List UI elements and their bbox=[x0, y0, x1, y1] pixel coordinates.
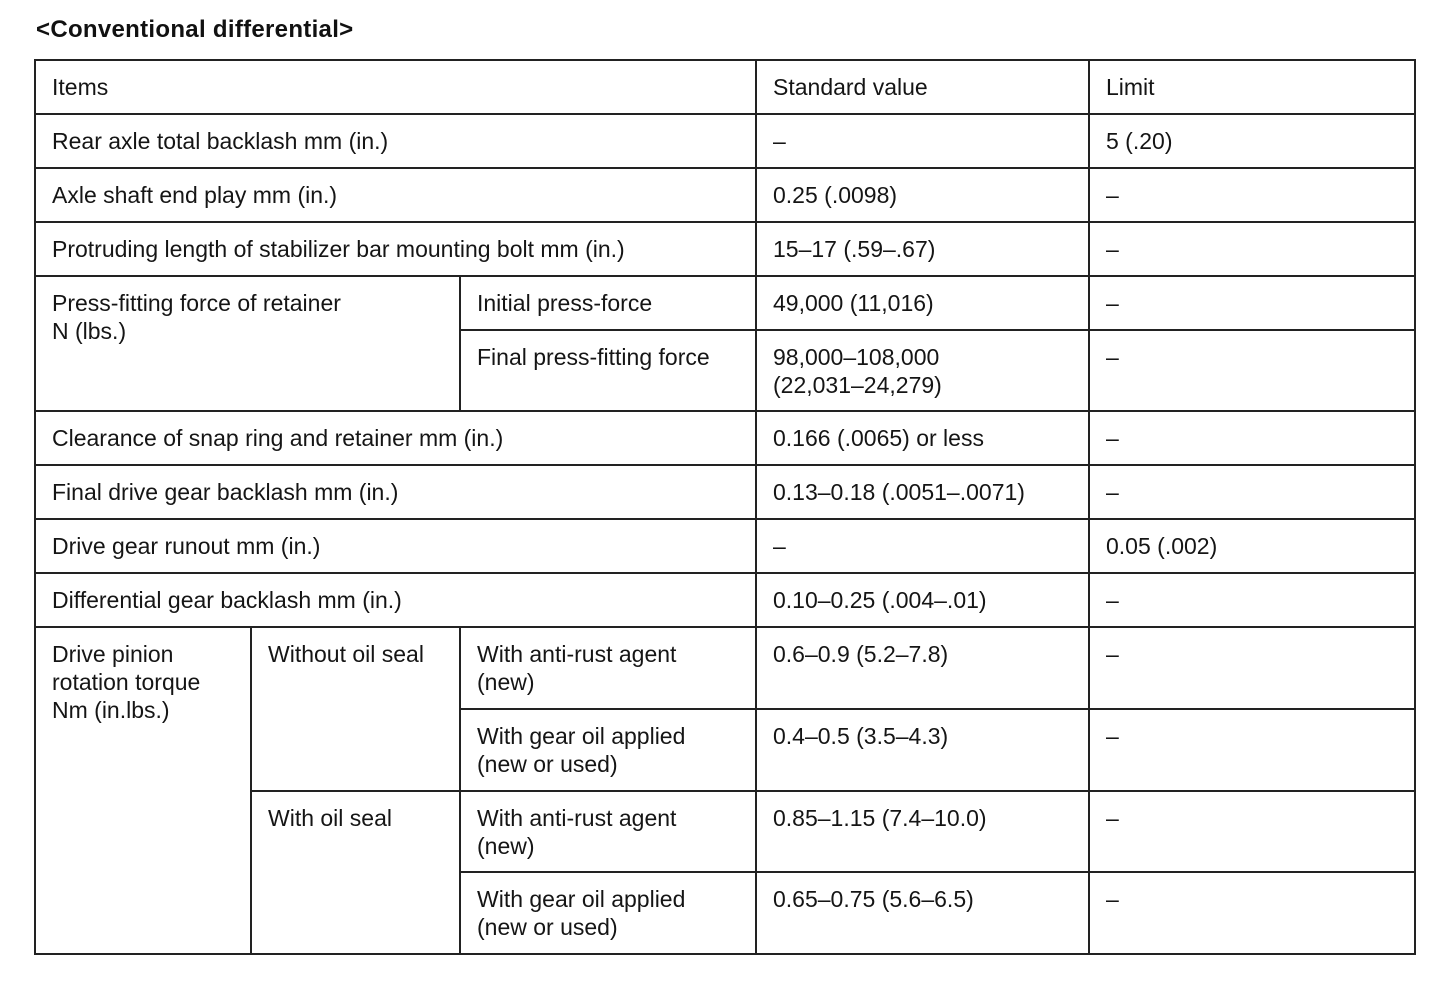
item-cell: Drive gear runout mm (in.) bbox=[35, 519, 756, 573]
item-cell: Differential gear backlash mm (in.) bbox=[35, 573, 756, 627]
table-row bbox=[35, 465, 1415, 519]
standard-value-cell: 15–17 (.59–.67) bbox=[756, 222, 1089, 276]
sub-item-cell: With oil seal bbox=[251, 791, 460, 954]
table-row bbox=[35, 519, 1415, 573]
sub-item-cell: Without oil seal bbox=[251, 627, 460, 791]
table-row bbox=[35, 573, 1415, 627]
spec-table bbox=[34, 59, 1416, 955]
column-header-standard: Standard value bbox=[756, 60, 1089, 114]
limit-cell: – bbox=[1089, 222, 1415, 276]
limit-cell: – bbox=[1089, 168, 1415, 222]
standard-value-cell: 0.25 (.0098) bbox=[756, 168, 1089, 222]
table-row bbox=[35, 168, 1415, 222]
standard-value-cell: 0.166 (.0065) or less bbox=[756, 411, 1089, 465]
standard-value-cell: 98,000–108,000 (22,031–24,279) bbox=[756, 330, 1089, 411]
standard-value-cell: 0.10–0.25 (.004–.01) bbox=[756, 573, 1089, 627]
standard-value-cell: 0.65–0.75 (5.6–6.5) bbox=[756, 872, 1089, 954]
sub-item-cell: Final press-fitting force bbox=[460, 330, 756, 411]
limit-cell: – bbox=[1089, 465, 1415, 519]
limit-cell: 5 (.20) bbox=[1089, 114, 1415, 168]
table-row bbox=[35, 114, 1415, 168]
item-cell: Protruding length of stabilizer bar mounting bolt mm (in.) bbox=[35, 222, 756, 276]
standard-value-cell: – bbox=[756, 114, 1089, 168]
condition-cell: With anti-rust agent (new) bbox=[460, 627, 756, 709]
limit-cell: – bbox=[1089, 330, 1415, 411]
item-cell: Final drive gear backlash mm (in.) bbox=[35, 465, 756, 519]
standard-value-cell: 49,000 (11,016) bbox=[756, 276, 1089, 330]
item-cell: Axle shaft end play mm (in.) bbox=[35, 168, 756, 222]
standard-value-cell: 0.85–1.15 (7.4–10.0) bbox=[756, 791, 1089, 872]
limit-cell: – bbox=[1089, 627, 1415, 709]
condition-cell: With gear oil applied (new or used) bbox=[460, 872, 756, 954]
item-cell: Drive pinion rotation torque Nm (in.lbs.) bbox=[35, 627, 251, 954]
limit-cell: – bbox=[1089, 411, 1415, 465]
column-header-items: Items bbox=[35, 60, 756, 114]
limit-cell: – bbox=[1089, 872, 1415, 954]
page-title: <Conventional differential> bbox=[36, 16, 354, 43]
table-row bbox=[35, 627, 1415, 709]
standard-value-cell: – bbox=[756, 519, 1089, 573]
item-cell: Rear axle total backlash mm (in.) bbox=[35, 114, 756, 168]
item-cell: Press-fitting force of retainer N (lbs.) bbox=[35, 276, 460, 411]
column-header-limit: Limit bbox=[1089, 60, 1415, 114]
condition-cell: With gear oil applied (new or used) bbox=[460, 709, 756, 791]
sub-item-cell: Initial press-force bbox=[460, 276, 756, 330]
table-row bbox=[35, 276, 1415, 330]
table-row bbox=[35, 222, 1415, 276]
limit-cell: – bbox=[1089, 573, 1415, 627]
condition-cell: With anti-rust agent (new) bbox=[460, 791, 756, 872]
item-cell: Clearance of snap ring and retainer mm (in.) bbox=[35, 411, 756, 465]
limit-cell: – bbox=[1089, 791, 1415, 872]
standard-value-cell: 0.13–0.18 (.0051–.0071) bbox=[756, 465, 1089, 519]
header-row bbox=[35, 60, 1415, 114]
standard-value-cell: 0.6–0.9 (5.2–7.8) bbox=[756, 627, 1089, 709]
limit-cell: – bbox=[1089, 709, 1415, 791]
limit-cell: 0.05 (.002) bbox=[1089, 519, 1415, 573]
standard-value-cell: 0.4–0.5 (3.5–4.3) bbox=[756, 709, 1089, 791]
limit-cell: – bbox=[1089, 276, 1415, 330]
table-row bbox=[35, 411, 1415, 465]
